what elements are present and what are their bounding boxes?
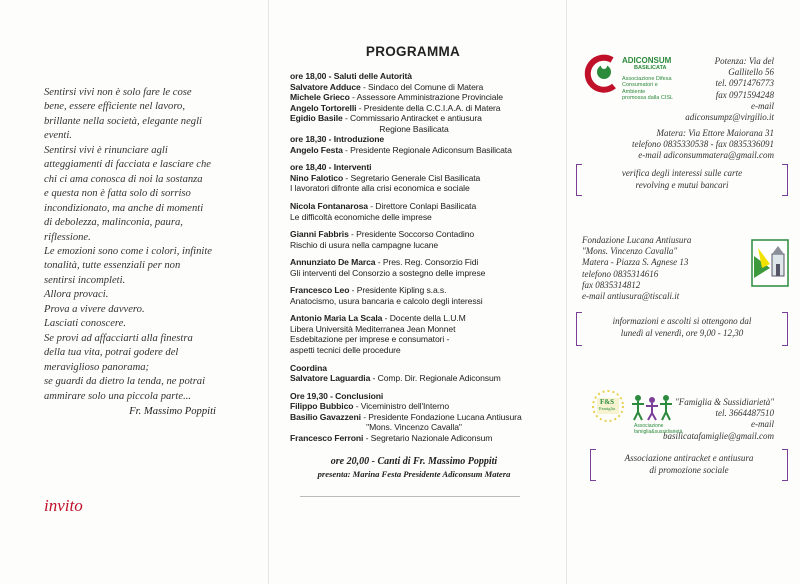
programma-role: - Presidente della C.C.I.A.A. di Matera (356, 102, 501, 113)
programma-name: Antonio Maria La Scala (290, 313, 383, 324)
contact-line: Gallitello 56 (728, 67, 774, 78)
poem-line: sentirsi incompleti. (44, 274, 126, 286)
programma-name: Angelo Festa (290, 144, 343, 155)
programma-role: - Presidente Soccorso Contadino (348, 229, 475, 240)
programma-list (290, 71, 564, 443)
poem-text (44, 86, 250, 404)
programma-name: Francesco Leo (290, 285, 350, 296)
programma-role: Libera Università Mediterranea Jean Monnet (290, 323, 456, 334)
poem-panel (0, 0, 268, 584)
programma-role: aspetti tecnici delle procedure (290, 345, 401, 356)
poem-line: meraviglioso panorama; (44, 361, 150, 373)
contact-line: e-mail adiconsummatera@gmail.com (638, 150, 774, 161)
programma-role: I lavoratori difronte alla crisi economica e sociale (290, 183, 470, 194)
poem-line: Sentirsi vivi è rinunciare agli (44, 144, 168, 156)
box-line: lunedì al venerdì, ore 9,00 - 12,30 (620, 327, 744, 338)
divider (300, 496, 520, 497)
programma-role: - Viceministro dell'Interno (353, 401, 450, 412)
programma-name: Nicola Fontanarosa (290, 201, 368, 212)
programma-name: Egidio Basile (290, 113, 343, 124)
poem-line: brillante nella società, elegante negli (44, 115, 202, 127)
programma-name: Filippo Bubbico (290, 401, 354, 412)
poem-line: bene, essere efficiente nel lavoro, (44, 101, 185, 113)
famiglia-logo-text: F&S (600, 398, 614, 406)
programma-line (290, 296, 564, 307)
programma-line (290, 82, 564, 93)
programma-block (290, 363, 564, 384)
famiglia-contacts (663, 397, 774, 442)
adiconsum-potenza-contacts (685, 56, 774, 123)
adiconsum-matera-contacts (632, 128, 774, 162)
programma-block (290, 313, 564, 355)
programma-line (290, 268, 564, 279)
contact-line: basilicatafamiglie@gmail.com (662, 430, 774, 441)
box-line: Associazione antiracket e antiusura (624, 453, 754, 463)
programma-line (290, 124, 564, 135)
contact-line: Potenza: Via del (714, 56, 774, 66)
programma-line (290, 345, 564, 356)
programma-name: Annunziato De Marca (290, 257, 376, 268)
programma-line (290, 313, 564, 324)
poem-line: chi ci ama conosca di noi la sostanza (44, 173, 203, 185)
programma-name: ore 18,30 - Introduzione (290, 134, 385, 145)
programma-role: Rischio di usura nella campagne lucane (290, 239, 439, 250)
contact-line: "Mons. Vincenzo Cavalla" (582, 246, 678, 257)
poem-line: Allora provaci. (44, 289, 109, 301)
adiconsum-tagline-1: Associazione Difesa (622, 75, 672, 82)
box-line: informazioni e ascolti si ottengono dal (612, 316, 752, 326)
programma-block (290, 229, 564, 250)
programma-line (290, 92, 564, 103)
programma-name: Salvatore Laguardia (290, 373, 371, 384)
famiglia-logo-label: Associazione famiglia&sussidiarietà (634, 423, 683, 435)
contact-line: "Famiglia & Sussidiarietà" (674, 397, 774, 407)
programma-line (290, 229, 564, 240)
adiconsum-name: ADICONSUM (622, 56, 672, 65)
programma-block (290, 391, 564, 444)
programma-role: Gli interventi del Consorzio a sostegno delle imprese (290, 267, 486, 278)
programma-name: Coordina (290, 362, 327, 373)
finale-canti: ore 20,00 - Canti di Fr. Massimo Poppiti (330, 456, 498, 468)
programma-name: ore 18,00 - Saluti delle Autorità (290, 71, 412, 81)
adiconsum-region: BASILICATA (634, 65, 667, 71)
programma-line (290, 212, 564, 223)
famiglia-logo-text-2: Famiglia (599, 406, 615, 411)
programma-name: Francesco Ferroni (290, 432, 364, 443)
poem-line: e questa non è fatta solo di sorriso (44, 188, 191, 200)
poem-line: se guardi da dietro la tenda, ne potrai (44, 376, 206, 388)
fondazione-contacts (582, 235, 691, 302)
programma-block (290, 162, 564, 194)
programma-line (290, 422, 564, 433)
programma-name: Nino Falotico (290, 172, 344, 183)
programma-name: Basilio Gavazzeni (290, 411, 361, 422)
programma-name: Angelo Tortorelli (290, 102, 357, 113)
box-line: verifica degli interessi sulle carte (621, 168, 743, 178)
programma-role: Regione Basilicata (379, 123, 449, 134)
programma-role: - Pres. Reg. Consorzio Fidi (375, 257, 479, 268)
programma-line (290, 433, 564, 444)
poem-line: Le emozioni sono come i colori, infinite (44, 245, 213, 257)
poem-line: Se provi ad affacciarti alla finestra (44, 332, 193, 344)
programma-title: PROGRAMMA (365, 44, 461, 59)
programma-line (290, 363, 564, 374)
programma-line (290, 71, 564, 82)
programma-name: Ore 19,30 - Conclusioni (290, 390, 384, 401)
poem-line: Sentirsi vivi non è solo fare le cose (44, 87, 192, 98)
programma-role: - Segretario Generale Cisl Basilicata (343, 172, 481, 183)
contact-line: fax 0971594248 (715, 89, 774, 100)
programma-line (290, 134, 564, 145)
contact-line: telefono 0835330538 - fax 0835336091 (632, 139, 774, 150)
programma-line (290, 412, 564, 423)
contact-line: Fondazione Lucana Antiusura (582, 235, 692, 245)
contact-line: tel. 3664487510 (715, 408, 774, 419)
programma-role: - Docente della L.U.M (382, 313, 466, 324)
invito-label: invito (44, 496, 83, 515)
programma-line (290, 183, 564, 194)
programma-line (290, 145, 564, 156)
programma-line (290, 334, 564, 345)
programma-block (290, 71, 564, 155)
contact-line: e-mail (751, 100, 774, 111)
programma-line (290, 324, 564, 335)
contacts-panel (566, 0, 800, 584)
programma-role: Anatocismo, usura bancaria e calcolo degli interessi (290, 295, 483, 306)
programma-line (290, 257, 564, 268)
adiconsum-tagline-3: promossa dalla CISL (622, 95, 674, 101)
poem-line: atteggiamenti di facciata e lasciare che (44, 159, 212, 171)
adiconsum-logo-icon (582, 52, 622, 96)
programma-role: "Mons. Vincenzo Cavalla" (366, 422, 462, 433)
programma-role: - Comp. Dir. Regionale Adiconsum (370, 373, 501, 384)
programma-name: Gianni Fabbris (290, 229, 349, 240)
box-line: di promozione sociale (649, 464, 729, 475)
programma-block (290, 201, 564, 222)
programma-line (290, 201, 564, 212)
contact-line: tel. 0971476773 (715, 78, 774, 89)
programma-block (290, 285, 564, 306)
contact-line: Matera: Via Ettore Maiorana 31 (656, 128, 774, 138)
programma-role: - Assessore Amministrazione Provinciale (349, 92, 503, 103)
programma-role: - Presidente Fondazione Lucana Antiusura (360, 411, 522, 422)
poem-line: incondizionato, ma anche di momenti (44, 202, 204, 214)
adiconsum-tagline-2: Consumatori e Ambiente (622, 82, 658, 95)
poem-line: della tua vita, potrai godere del (44, 347, 179, 359)
poem-line: riflessione. (44, 231, 91, 243)
programma-role: Esdebitazione per imprese e consumatori - (290, 334, 450, 345)
programma-role: - Presidente Kipling s.a.s. (349, 285, 447, 296)
programma-line (290, 373, 564, 384)
programma-role: - Segretario Nazionale Adiconsum (363, 432, 493, 443)
programma-line (290, 285, 564, 296)
adiconsum-service-box (576, 164, 788, 196)
fondazione-hours-box (576, 312, 788, 346)
poem-line: eventi. (44, 130, 72, 142)
poem-line: Lasciati conoscere. (44, 318, 126, 330)
programma-role: - Sindaco del Comune di Matera (360, 81, 484, 92)
poem-line: Prova a vivere davvero. (44, 303, 145, 315)
programma-role: - Presidente Regionale Adiconsum Basilicata (342, 144, 512, 155)
poem-line: ammirare solo una piccola parte... (44, 390, 192, 402)
box-line: revolving e mutui bancari (635, 179, 729, 190)
programma-role: Le difficoltà economiche delle imprese (290, 211, 432, 222)
contact-line: Matera - Piazza S. Agnese 13 (582, 257, 689, 268)
programma-block (290, 257, 564, 278)
contact-line: e-mail antiusura@tiscali.it (582, 291, 680, 302)
programma-role: - Direttore Conlapi Basilicata (367, 201, 477, 212)
contact-line: adiconsumpz@virgilio.it (685, 112, 774, 123)
contact-line: e-mail (751, 419, 774, 430)
poem-line: di debolezza, malinconia, paura, (44, 217, 183, 229)
contact-line: fax 0835314812 (582, 279, 641, 290)
poem-author: Fr. Massimo Poppiti (129, 405, 216, 417)
programma-role: - Commissario Antiracket e antiusura (342, 113, 482, 124)
programma-name: Salvatore Adduce (290, 81, 361, 92)
programma-line (290, 162, 564, 173)
finale-presenta: presenta: Marina Festa Presidente Adiconsum Matera (317, 469, 511, 480)
programma-line (290, 103, 564, 114)
adiconsum-logo (582, 52, 682, 106)
programma-line (290, 240, 564, 251)
programma-line (290, 401, 564, 412)
programma-line (290, 173, 564, 184)
finale (290, 455, 564, 481)
famiglia-description-box (590, 449, 788, 481)
poem-line: tonalità, tutte essenziali per non (44, 260, 181, 272)
fondazione-logo-icon (750, 238, 790, 288)
programma-line (290, 391, 564, 402)
contact-line: telefono 0835314616 (582, 268, 659, 279)
programma-name: Michele Grieco (290, 92, 350, 103)
programma-name: ore 18,40 - Interventi (290, 162, 372, 173)
programma-line (290, 113, 564, 124)
fold-line-left (268, 0, 269, 584)
